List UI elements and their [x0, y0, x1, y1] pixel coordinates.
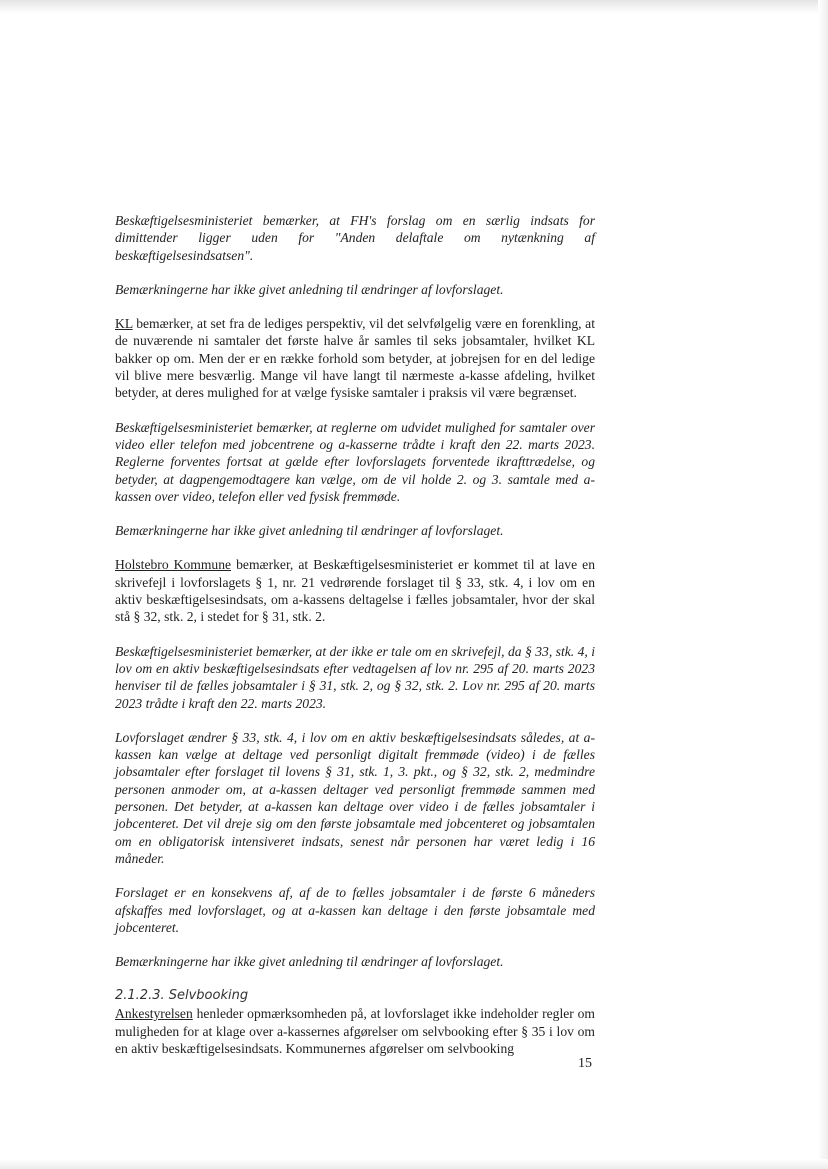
ministry-response: Beskæftigelsesministeriet bemærker, at der ikke er tale om en skrivefejl, da § 33, stk. 4, i lov om en aktiv beskæftigelsesindsats efter vedtagelsen af lov nr. 295 af 20. marts 2023 henviser til de fælles jobsamtaler i § 31, stk. 2, og § 32, stk. 2. Lov nr. 295 af 20. marts 2023 trådte i kraft den 22. marts 2023. [115, 643, 595, 711]
scan-edge-top [0, 0, 828, 14]
ministry-response: Beskæftigelsesministeriet bemærker, at FH's forslag om en særlig indsats for dimittender ligger uden for "Anden delaftale om nytænkning af beskæftigelsesindsatsen". [115, 213, 595, 263]
ministry-response: Lovforslaget ændrer § 33, stk. 4, i lov om en aktiv beskæftigelsesindsats således, at a-kassen kan vælge at deltage ved personligt digitalt fremmøde (video) i de fælles jobsamtaler efter forslaget til lovens § 31, stk. 1, 3. pkt., og § 32, stk. 2, medmindre personen anmoder om, at a-kassen deltager ved personligt fremmøde sammen med personen. Det betyder, at a-kassen kan deltage over video i de fælles jobsamtaler i jobcenteret. Det vil dreje sig om den første jobsamtale med jobcenteret og jobsamtalen om en obligatorisk intensiveret indsats, senest når personen har været ledig i 16 måneder. [115, 729, 595, 866]
conclusion-note: Bemærkningerne har ikke givet anledning til ændringer af lovforslaget. [115, 523, 504, 539]
organization-name: KL [115, 316, 133, 332]
conclusion-note: Bemærkningerne har ikke givet anledning til ændringer af lovforslaget. [115, 281, 504, 297]
page-number: 15 [578, 1056, 592, 1071]
comment-text: bemærker, at Beskæftigelsesministeriet er kommet til at lave en skrivefejl i lovforslagets § 1, nr. 21 vedrørende forslaget til § 33, stk. 4, i lov om en aktiv beskæftigelsesindsats, om a-kassens deltagelse i fælles jobsamtaler, hvor der skal stå § 32, stk. 2, i stedet for § 31, stk. 2. [115, 557, 595, 625]
organization-name: Ankestyrelsen [115, 1006, 193, 1022]
consultation-comment [115, 556, 595, 625]
document-body [115, 212, 595, 1057]
scan-edge-bottom [0, 1159, 828, 1169]
ministry-response: Beskæftigelsesministeriet bemærker, at reglerne om udvidet mulighed for samtaler over video eller telefon med jobcentrene og a-kasserne trådte i kraft den 22. marts 2023. Reglerne forventes fortsat at gælde efter lovforslagets forventede ikrafttrædelse, og betyder, at dagpengemodtagere kan vælge, om de vil holde 2. og 3. samtale med a-kassen over video, telefon eller ved fysisk fremmøde. [115, 419, 595, 504]
comment-text: bemærker, at set fra de lediges perspektiv, vil det selvfølgelig være en forenkling, at de nuværende ni samtaler det første halve år samles til seks jobsamtaler, hvilket KL bakker op om. Men der er en række forhold som betyder, at jobrejsen for en del ledige vil blive mere besværlig. Mange vil have langt til nærmeste a-kasse afdeling, hvilket betyder, at deres mulighed for at vælge fysiske samtaler i praksis vil være begrænset. [115, 316, 595, 401]
consultation-comment [115, 315, 595, 401]
ministry-response: Forslaget er en konsekvens af, af de to fælles jobsamtaler i de første 6 måneders afskaffes med lovforslaget, og at a-kassen kan deltage i den første jobsamtale med jobcenteret. [115, 885, 595, 935]
organization-name: Holstebro Kommune [115, 557, 232, 573]
comment-text: henleder opmærksomheden på, at lovforslaget ikke indeholder regler om muligheden for at klage over a-kassernes afgørelser om selvbooking efter § 35 i lov om en aktiv beskæftigelsesindsats. Kommunernes afgørelser om selvbooking [115, 1006, 595, 1056]
section-heading: 2.1.2.3. Selvbooking [115, 988, 249, 1004]
conclusion-note: Bemærkningerne har ikke givet anledning til ændringer af lovforslaget. [115, 954, 504, 970]
scan-edge-right [818, 0, 828, 1169]
consultation-comment [115, 1005, 595, 1057]
